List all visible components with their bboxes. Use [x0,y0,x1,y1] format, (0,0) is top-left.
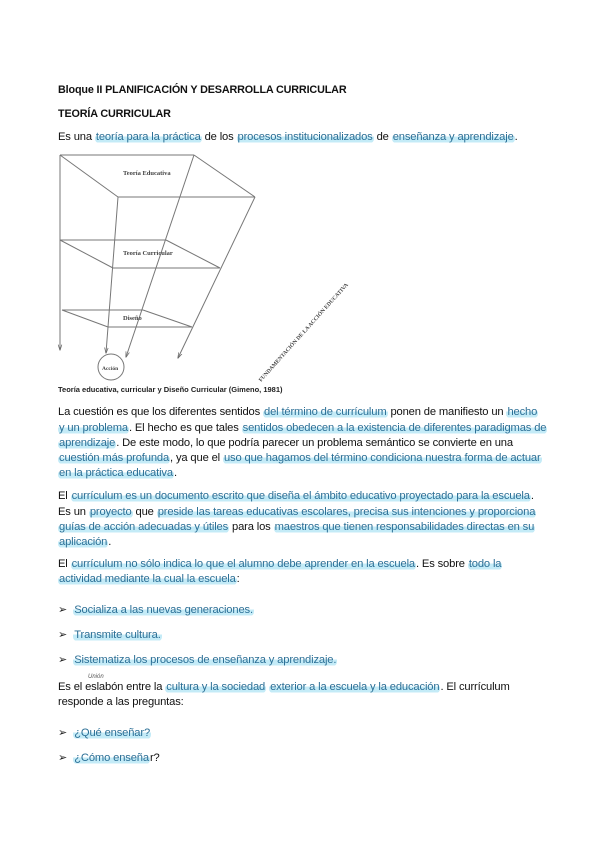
text: El [58,490,71,502]
highlight: en la práctica educativa [59,467,173,479]
paragraph-1-line-1 [58,406,538,418]
text: Es una [58,131,95,143]
label-fundamentacion: FUNDAMENTACIÓN DE LA ACCIÓN EDUCATIVA [258,282,350,384]
text: , ya que el [170,452,223,464]
highlight: hecho [507,406,538,418]
curriculum-diagram [0,0,600,400]
text: Es el eslabón entre la [58,681,166,693]
text: de los [201,131,237,143]
highlight: currículum es un documento escrito que diseña el ámbito educativo proyectado para la escuela [71,490,530,502]
highlight: enseñanza y aprendizaje [392,131,514,143]
label-diseno: Diseño [123,315,142,322]
block-header: Bloque II PLANIFICACIÓN Y DESARROLLA CURRICULAR [58,84,347,96]
text: r? [149,752,160,764]
text: . [514,131,518,143]
paragraph-3-line-2 [58,573,240,585]
bullet-item [58,653,337,666]
text: ponen de manifiesto un [387,406,507,418]
text: . Es sobre [415,558,468,570]
paragraph-4-line-1 [58,681,510,693]
paragraph-2-line-2 [58,506,536,518]
highlight: guías de acción adecuadas y útiles [59,521,229,533]
label-teoria-educativa: Teoría Educativa [123,170,171,177]
bullet-item [58,603,254,616]
text: . De este modo, lo que podría parecer un problema semántico se convierte en una [116,437,513,449]
paragraph-2-line-4 [58,536,111,548]
highlight: ¿Qué enseñar? [74,727,151,739]
paragraph-1-line-4 [58,452,542,464]
text: . El currículum [440,681,510,693]
highlight: procesos institucionalizados [237,131,373,143]
section-title: TEORÍA CURRICULAR [58,108,171,120]
arrow-bullet-icon: ➢ [58,629,68,641]
text: Es un [58,506,89,518]
highlight: proyecto [89,506,132,518]
paragraph-1-line-2 [58,422,547,434]
text: : [236,573,240,585]
question-item [58,751,160,764]
highlight: todo la [468,558,502,570]
arrow-bullet-icon: ➢ [58,727,68,739]
highlight: Transmite cultura. [74,629,161,641]
text: La cuestión es que los diferentes sentidos [58,406,264,418]
bullet-item [58,628,162,641]
highlight: y un problema [59,422,128,434]
highlight: sentidos obedecen a la existencia de diferentes paradigmas de [242,422,547,434]
highlight: maestros que tienen responsabilidades directas en su [274,521,535,533]
highlight: currículum no sólo indica lo que el alumno debe aprender en la escuela [71,558,415,570]
highlight: exterior a la escuela y la educación [270,681,440,693]
highlight: cultura y la sociedad [166,681,266,693]
highlight: preside las tareas educativas escolares, precisa sus intenciones y proporciona [157,506,536,518]
text: El [58,558,71,570]
label-teoria-curricular: Teoría Curricular [123,250,173,257]
handwritten-note: Unión [88,674,104,680]
highlight: ¿Cómo enseña [74,752,149,764]
figure-caption: Teoría educativa, curricular y Diseño Curricular (Gimeno, 1981) [58,385,283,394]
highlight: teoría para la práctica [95,131,201,143]
question-item [58,726,151,739]
text: para los [229,521,274,533]
text: . [530,490,534,502]
paragraph-4-line-2: responde a las preguntas: [58,696,184,708]
highlight: del término de currículum [264,406,387,418]
paragraph-2-line-3 [58,521,535,533]
text: . [108,536,112,548]
paragraph-2-line-1 [58,490,534,502]
paragraph-1-line-3 [58,437,513,449]
highlight: Sistematiza los procesos de enseñanza y aprendizaje. [74,654,337,666]
highlight: aprendizaje [59,437,116,449]
arrow-bullet-icon: ➢ [58,654,68,666]
text: de [373,131,392,143]
text: que [132,506,157,518]
highlight: Socializa a las nuevas generaciones. [74,604,253,616]
arrow-bullet-icon: ➢ [58,752,68,764]
highlight: aplicación [59,536,108,548]
highlight: cuestión más profunda [59,452,170,464]
text: . El hecho es que tales [128,422,242,434]
paragraph-1-line-5 [58,467,177,479]
paragraph-3-line-1 [58,558,502,570]
arrow-bullet-icon: ➢ [58,604,68,616]
label-accion: Acción [102,366,119,372]
highlight: actividad mediante la cual la escuela [59,573,236,585]
text: . [173,467,177,479]
highlight: uso que hagamos del término condiciona nuestra forma de actuar [223,452,541,464]
